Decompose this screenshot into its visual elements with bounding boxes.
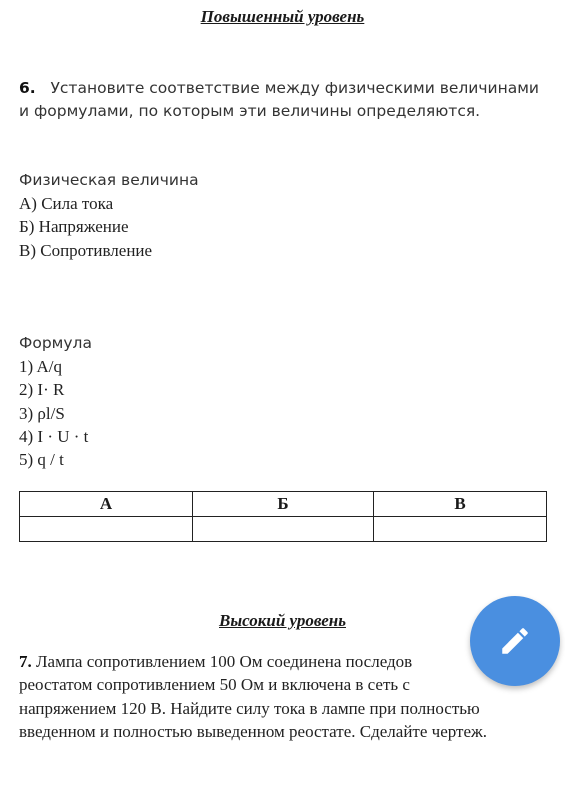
answer-table-input-row [20,517,547,542]
formula-item-4: 4) I · U · t [19,426,89,446]
answer-cell-v[interactable] [374,517,547,542]
formula-item-2: 2) I· R [19,380,65,400]
answer-header-b: Б [193,492,374,517]
quantities-header: Физическая величина [19,171,199,189]
question-6-line-2: и формулами, по которым эти величины определяются. [19,102,481,120]
section-title-advanced: Повышенный уровень [200,7,365,26]
answer-cell-b[interactable] [193,517,374,542]
formula-item-1: 1) A/q [19,357,62,377]
formulas-header: Формула [19,334,92,352]
answer-cell-a[interactable] [20,517,193,542]
quantity-item-v: В) Сопротивление [19,240,153,260]
pencil-icon [498,624,532,658]
quantity-item-a: А) Сила тока [19,194,114,214]
question-7-text-1: Лампа сопротивлением 100 Ом соединена последов [31,652,413,671]
formulas-list [19,332,92,471]
question-7-line-2: реостатом сопротивлением 50 Ом и включена в сеть с [19,675,410,695]
quantity-item-b: Б) Напряжение [19,217,129,237]
question-6-line-1 [19,77,565,100]
answer-header-v: В [374,492,547,517]
section-title-high: Высокий уровень [219,611,346,630]
question-6-text: Установите соответствие между физическими величинами [50,79,539,97]
question-7-line-4: введенном и полностью выведенном реостате. Сделайте чертеж. [19,721,487,741]
question-6-number: 6. [19,79,36,97]
formula-item-5: 5) q / t [19,450,64,470]
question-7-line-3: напряжением 120 В. Найдите силу тока в лампе при полностью [19,698,480,718]
formula-item-3: 3) ρl/S [19,403,65,423]
quantities-list [19,169,199,262]
answer-table-header-row [20,492,547,517]
answer-header-a: А [20,492,193,517]
question-7-number: 7. [19,652,32,671]
answer-table [19,491,547,542]
edit-button[interactable] [470,596,560,686]
